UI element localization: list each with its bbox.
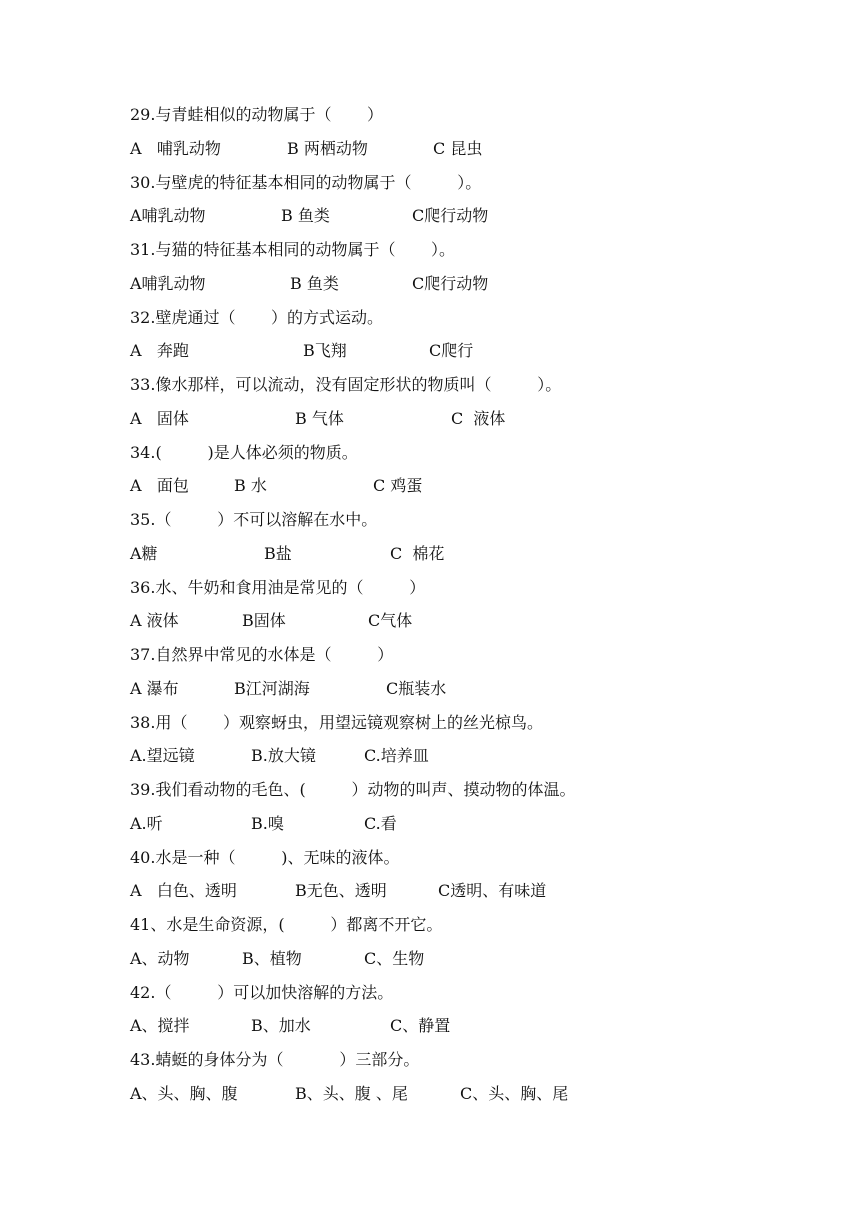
option-c: C 棉花 [390,544,445,563]
question-34 [130,441,358,465]
option-a: A糖 [130,544,158,563]
option-c: C、头、胸、尾 [460,1084,569,1103]
option-c: C 鸡蛋 [373,476,423,495]
option-b: B固体 [242,611,286,630]
question-41 [130,913,442,937]
options-30 [130,204,730,228]
option-c: C爬行 [429,341,474,360]
question-33 [130,373,561,397]
question-text: 36.水、牛奶和食用油是常见的（ ） [130,578,426,597]
option-c: C瓶装水 [386,679,447,698]
option-b: B 气体 [295,409,344,428]
option-c: C爬行动物 [412,206,489,225]
option-a: A 白色、透明 [130,881,237,900]
options-31 [130,272,730,296]
option-a: A哺乳动物 [130,274,206,293]
options-32 [130,339,730,363]
option-c: C 昆虫 [433,139,483,158]
options-38 [130,744,730,768]
options-43 [130,1082,730,1106]
option-c: C、静置 [390,1016,451,1035]
options-33 [130,407,730,431]
option-b: B、加水 [251,1016,311,1035]
question-text: 41、水是生命资源，( ）都离不开它。 [130,915,443,934]
question-text: 38.用（ ）观察蚜虫，用望远镜观察树上的丝光椋鸟。 [130,713,544,732]
question-text: 39.我们看动物的毛色、( ）动物的叫声、摸动物的体温。 [130,780,576,799]
options-36 [130,609,730,633]
question-40 [130,846,399,870]
option-a: A、动物 [130,949,190,968]
options-34 [130,474,730,498]
option-b: B 鱼类 [290,274,339,293]
option-b: B盐 [264,544,292,563]
option-a: A 奔跑 [130,341,189,360]
option-b: B 两栖动物 [287,139,368,158]
option-c: C.看 [364,814,397,833]
options-37 [130,677,730,701]
option-b: B 鱼类 [281,206,330,225]
option-c: C爬行动物 [412,274,489,293]
option-a: A 哺乳动物 [130,139,221,158]
option-c: C透明、有味道 [438,881,547,900]
option-b: B无色、透明 [295,881,387,900]
question-38 [130,711,543,735]
question-text: 35.（ ）不可以溶解在水中。 [130,510,378,529]
question-text: 42.（ ）可以加快溶解的方法。 [130,983,394,1002]
question-text: 33.像水那样，可以流动，没有固定形状的物质叫（ ）。 [130,375,562,394]
option-b: B.嗅 [251,814,284,833]
options-40 [130,879,730,903]
question-39 [130,778,575,802]
options-29 [130,137,730,161]
question-37 [130,643,393,667]
option-b: B、头、腹 、尾 [295,1084,408,1103]
option-a: A 固体 [130,409,189,428]
option-c: C.培养皿 [364,746,429,765]
option-c: C、生物 [364,949,425,968]
option-a: A.听 [130,814,163,833]
question-42 [130,981,393,1005]
question-29 [130,103,383,127]
option-b: B、植物 [242,949,302,968]
question-32 [130,306,383,330]
option-c: C气体 [368,611,413,630]
question-text: 29.与青蛙相似的动物属于（ ） [130,105,384,124]
question-text: 40.水是一种（ )、无味的液体。 [130,848,400,867]
option-a: A 液体 [130,611,179,630]
options-35 [130,542,730,566]
option-b: B 水 [234,476,267,495]
question-text: 37.自然界中常见的水体是（ ） [130,645,394,664]
option-b: B.放大镜 [251,746,316,765]
option-a: A 瀑布 [130,679,179,698]
question-36 [130,576,425,600]
question-text: 32.壁虎通过（ ）的方式运动。 [130,308,384,327]
option-a: A 面包 [130,476,189,495]
option-b: B江河湖海 [234,679,310,698]
options-39 [130,812,730,836]
option-a: A哺乳动物 [130,206,206,225]
option-a: A、搅拌 [130,1016,190,1035]
question-30 [130,171,481,195]
option-a: A.望远镜 [130,746,195,765]
question-text: 31.与猫的特征基本相同的动物属于（ ）。 [130,240,456,259]
question-text: 34.( )是人体必须的物质。 [130,443,358,462]
question-31 [130,238,455,262]
question-text: 43.蜻蜓的身体分为（ ）三部分。 [130,1050,420,1069]
option-a: A、头、胸、腹 [130,1084,238,1103]
option-b: B飞翔 [303,341,347,360]
options-41 [130,947,730,971]
question-35 [130,508,377,532]
question-43 [130,1048,419,1072]
question-text: 30.与壁虎的特征基本相同的动物属于（ ）。 [130,173,482,192]
options-42 [130,1014,730,1038]
option-c: C 液体 [451,409,506,428]
